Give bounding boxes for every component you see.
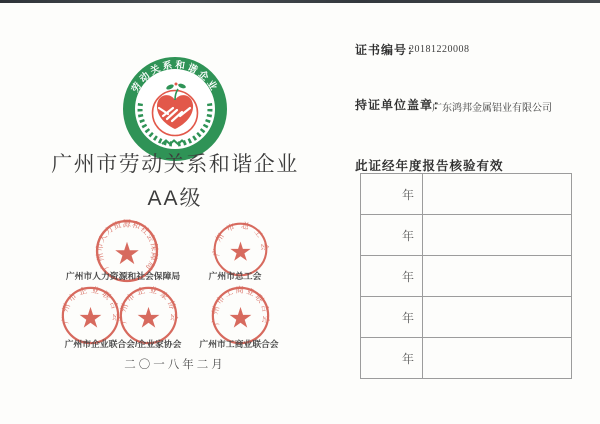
verify-blank-cell [423, 338, 572, 379]
svg-text:广州市企业联合会: 广州市企业联合会 [60, 285, 121, 325]
seal-star-icon [80, 307, 102, 328]
verify-blank-cell [423, 297, 572, 338]
seal-star-icon [230, 241, 250, 260]
holder-company-name: 广东鸿邦金属铝业有限公司 [432, 103, 552, 114]
table-row [361, 297, 572, 338]
harmony-emblem-logo [122, 56, 228, 162]
cert-number-label: 证书编号： [355, 43, 421, 57]
year-cell: 年 [361, 215, 423, 256]
certificate-title: 广州市劳动关系和谐企业 [51, 153, 299, 176]
seal-star-icon [230, 307, 252, 328]
svg-text:广州市总工会: 广州市总工会 [212, 221, 269, 257]
certificate-grade: AA级 [147, 187, 203, 210]
year-cell: 年 [361, 338, 423, 379]
stamp-label-federation: 广州市企业联合会/企业家协会 [64, 339, 182, 349]
stamp-label-trade-union: 广州市总工会 [208, 271, 262, 281]
seal-entrepreneur-association [118, 285, 179, 346]
seal-star-icon [115, 242, 139, 264]
table-row [361, 256, 572, 297]
holder-stamp-label: 持证单位盖章： [355, 98, 447, 112]
seal-enterprise-federation [60, 285, 121, 346]
table-row [361, 215, 572, 256]
certificate-date: 二〇一八年二月 [124, 359, 226, 371]
verify-blank-cell [423, 256, 572, 297]
year-cell: 年 [361, 256, 423, 297]
table-row [361, 338, 572, 379]
year-cell: 年 [361, 297, 423, 338]
seal-trade-union [212, 221, 269, 278]
emblem-ring-text: 劳动关系和谐企业 [129, 59, 221, 95]
cert-number-value: 20181220008 [409, 44, 470, 55]
stamp-label-industry-commerce: 广州市工商业联合会 [199, 339, 279, 349]
verify-blank-cell [423, 215, 572, 256]
annual-verify-title: 此证经年度报告核验有效 [355, 159, 504, 173]
annual-verify-table [360, 173, 572, 379]
svg-text:广州市工商业联合会: 广州市工商业联合会 [210, 285, 271, 327]
svg-text:广州市人力资源和社会保障局: 广州市人力资源和社会保障局 [94, 219, 160, 272]
svg-text:广州市企业家协会: 广州市企业家协会 [118, 285, 179, 325]
stamp-label-hr-bureau: 广州市人力资源和社会保障局 [65, 271, 181, 281]
verify-blank-cell [423, 174, 572, 215]
seal-industry-commerce [210, 285, 271, 346]
certificate-left-page [10, 0, 340, 424]
table-row [361, 174, 572, 215]
year-cell: 年 [361, 174, 423, 215]
seal-star-icon [138, 307, 160, 328]
